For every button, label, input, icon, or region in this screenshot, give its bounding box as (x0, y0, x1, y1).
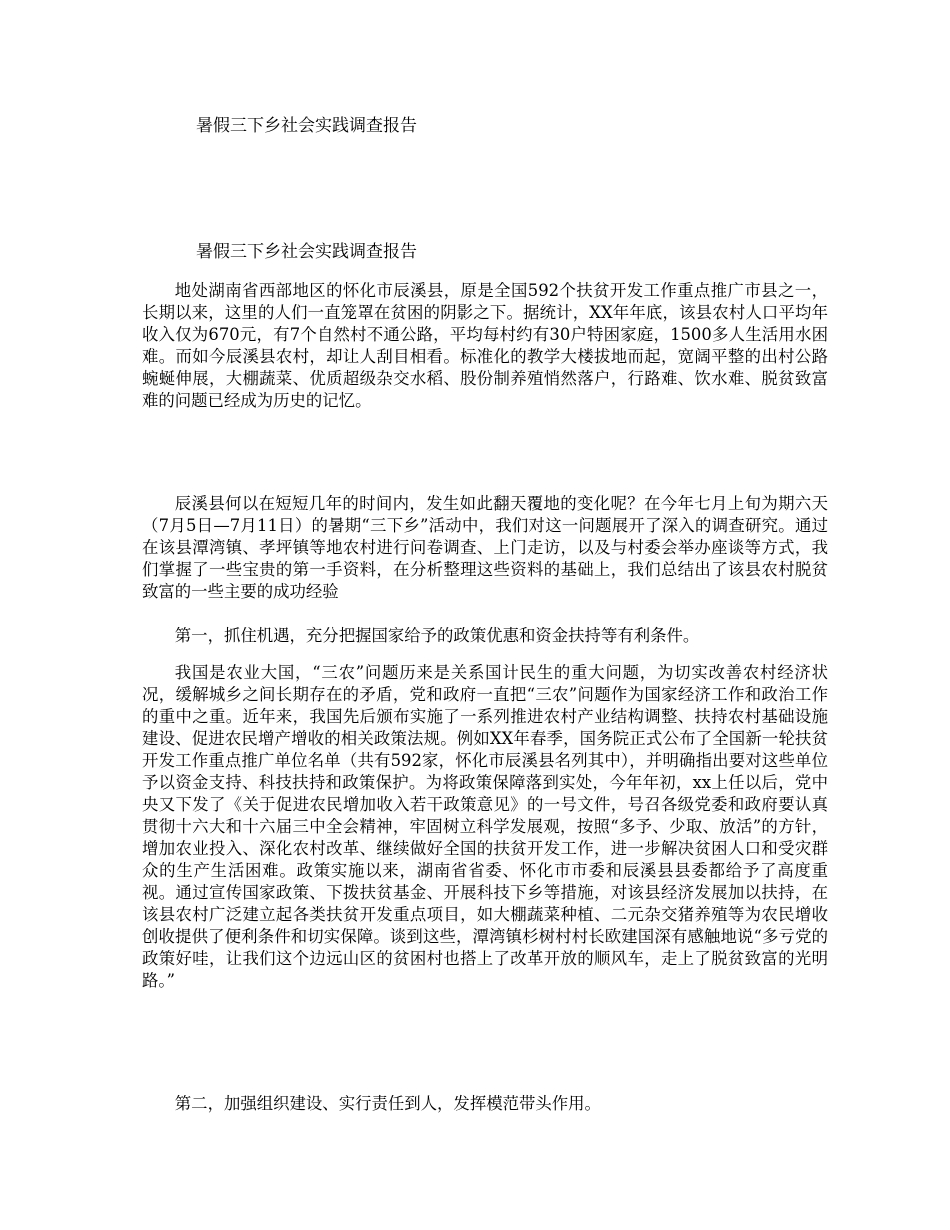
paragraph-point-one: 第一，抓住机遇，充分把握国家给予的政策优惠和资金扶持等有利条件。 (174, 626, 700, 645)
paragraph-point-two: 第二，加强组织建设、实行责任到人，发挥模范带头作用。 (174, 1094, 601, 1113)
paragraph-intro: 地处湖南省西部地区的怀化市辰溪县，原是全国592个扶贫开发工作重点推广市县之一，长期以来，这里的人们一直笼罩在贫困的阴影之下。据统计，XX年年底，该县农村人口平均年收入仅为670元，有7个自然村不通公路，平均每村约有30户特困家庭，1500多人生活用水困难。而如今辰溪县农村，却让人刮目相看。标准化的教学大楼拔地而起，宽阔平整的出村公路蜿蜒伸展，大棚蔬菜、优质超级杂交水稻、股份制养殖悄然落户，行路难、饮水难、脱贫致富难的问题已经成为历史的记忆。 (142, 281, 828, 410)
paragraph-policy: 我国是农业大国，“三农”问题历来是关系国计民生的重大问题，为切实改善农村经济状况，缓解城乡之间长期存在的矛盾，党和政府一直把“三农”问题作为国家经济工作和政治工作的重中之重。近年来，我国先后颁布实施了一系列推进农村产业结构调整、扶持农村基础设施建设、促进农民增产增收的相关政策法规。例如XX年春季，国务院正式公布了全国新一轮扶贫开发工作重点推广单位名单（共有592家，怀化市辰溪县名列其中），并明确指出要对这些单位予以资金支持、科技扶持和政策保护。为将政策保障落到实处，今年年初，xx上任以后，党中央又下发了《关于促进农民增加收入若干政策意见》的一号文件，号召各级党委和政府要认真贯彻十六大和十六届三中全会精神，牢固树立科学发展观，按照“多予、少取、放活”的方针，增加农业投入、深化农村改革、继续做好全国的扶贫开发工作，进一步解决贫困人口和受灾群众的生产生活困难。政策实施以来，湖南省省委、怀化市市委和辰溪县县委都给予了高度重视。通过宣传国家政策、下拨扶贫基金、开展科技下乡等措施，对该县经济发展加以扶持，在该县农村广泛建立起各类扶贫开发重点项目，如大棚蔬菜种植、二元杂交猪养殖等为农民增收创收提供了便利条件和切实保障。谈到这些，潭湾镇杉树村村长欧建国深有感触地说“多亏党的政策好哇，让我们这个边远山区的贫困村也搭上了改革开放的顺风车，走上了脱贫致富的光明路。” (142, 663, 828, 990)
header-title: 暑假三下乡社会实践调查报告 (196, 116, 417, 136)
document-title: 暑假三下乡社会实践调查报告 (196, 242, 417, 262)
paragraph-investigation: 辰溪县何以在短短几年的时间内，发生如此翻天覆地的变化呢？在今年七月上旬为期六天（7月5日—7月11日）的暑期“三下乡”活动中，我们对这一问题展开了深入的调查研究。通过在该县潭湾镇、孝坪镇等地农村进行问卷调查、上门走访，以及与村委会举办座谈等方式，我们掌握了一些宝贵的第一手资料，在分析整理这些资料的基础上，我们总结出了该县农村脱贫致富的一些主要的成功经验 (142, 494, 828, 601)
